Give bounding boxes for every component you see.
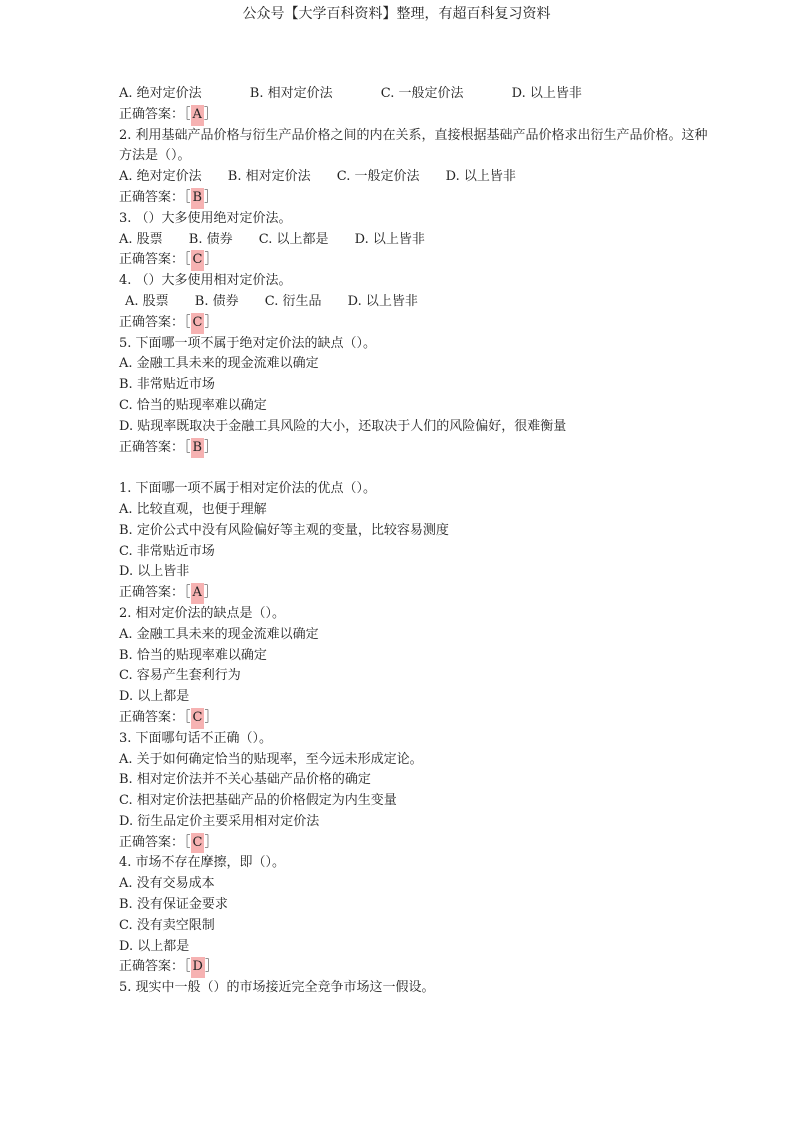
answer-label: 正确答案： [119, 585, 185, 601]
option-a: A. 没有交易成本 [119, 876, 215, 892]
answer-letter: A [191, 583, 204, 604]
option-a: A. 绝对定价法 [119, 86, 202, 101]
question-text: 2. 利用基础产品价格与衍生产品价格之间的内在关系，直接根据基础产品价格求出衍生产品价格。这种方法是（）。 [119, 127, 708, 164]
option-b: B. 相对定价法 [227, 169, 311, 185]
option-b: B. 相对定价法 [249, 86, 333, 101]
option-d: D. 以上皆非 [347, 293, 418, 309]
option-c: C. 没有卖空限制 [119, 917, 215, 933]
question-text: 3. （）大多使用绝对定价法。 [119, 210, 292, 226]
option-b: B. 非常贴近市场 [119, 377, 215, 393]
option-c: C. 一般定价法 [380, 86, 464, 101]
option-a: A. 绝对定价法 [119, 169, 202, 185]
option-d: D. 以上都是 [119, 938, 190, 954]
option-c: C. 一般定价法 [336, 169, 420, 185]
option-c: C. 相对定价法把基础产品的价格假定为内生变量 [119, 793, 397, 809]
option-d: D. 贴现率既取决于金融工具风险的大小，还取决于人们的风险偏好，很难衡量 [119, 418, 567, 434]
answer-label: 正确答案： [119, 189, 185, 205]
answer-label: 正确答案： [119, 106, 185, 122]
page-header: 公众号【大学百科资料】整理，有超百科复习资料 [242, 6, 551, 22]
answer-line: 正确答案：［ D ］ [119, 957, 719, 978]
answer-label: 正确答案： [119, 314, 185, 330]
answer-line: 正确答案：［ A ］ [119, 105, 719, 126]
question-options [119, 230, 719, 251]
answer-line: 正确答案：［ C ］ [119, 250, 719, 271]
answer-label: 正确答案： [119, 959, 185, 975]
answer-letter: A [191, 105, 204, 126]
option-b: B. 恰当的贴现率难以确定 [119, 647, 267, 663]
question-text: 4. 市场不存在摩擦，即（）。 [119, 855, 286, 871]
option-d: D. 以上皆非 [354, 231, 425, 247]
answer-letter: D [191, 957, 205, 978]
option-d: D. 以上皆非 [445, 169, 516, 185]
option-a: A. 股票 [125, 293, 169, 309]
option-d: D. 以上皆非 [119, 564, 190, 580]
answer-line: 正确答案：［ B ］ [119, 188, 719, 209]
option-c: C. 恰当的贴现率难以确定 [119, 397, 267, 413]
option-a: A. 金融工具未来的现金流难以确定 [119, 626, 319, 642]
question-text: 4. （）大多使用相对定价法。 [119, 273, 292, 289]
option-d: D. 以上皆非 [511, 86, 582, 101]
answer-line: 正确答案：［ B ］ [119, 438, 719, 459]
option-b: B. 没有保证金要求 [119, 897, 228, 913]
answer-letter: B [191, 438, 205, 459]
option-d: D. 衍生品定价主要采用相对定价法 [119, 813, 320, 829]
answer-label: 正确答案： [119, 252, 185, 268]
question-text: 2. 相对定价法的缺点是（）。 [119, 605, 286, 621]
option-a: A. 关于如何确定恰当的贴现率，至今远未形成定论。 [119, 751, 423, 767]
answer-letter: C [191, 708, 205, 729]
question-text: 5. 下面哪一项不属于绝对定价法的缺点（）。 [119, 335, 377, 351]
option-b: B. 相对定价法并不关心基础产品价格的确定 [119, 772, 371, 788]
option-a: A. 比较直观，也便于理解 [119, 501, 267, 517]
question-options [119, 292, 719, 313]
option-a: A. 股票 [119, 231, 163, 247]
question-text: 5. 现实中一般（）的市场接近完全竞争市场这一假设。 [119, 980, 435, 996]
answer-letter: C [191, 250, 205, 271]
document-body [119, 84, 719, 999]
question-options [119, 167, 719, 188]
option-c: C. 衍生品 [264, 293, 322, 309]
option-d: D. 以上都是 [119, 689, 190, 705]
answer-label: 正确答案： [119, 439, 185, 455]
answer-letter: C [191, 313, 205, 334]
question-options [119, 84, 719, 105]
option-c: C. 非常贴近市场 [119, 543, 215, 559]
answer-line: 正确答案：［ C ］ [119, 708, 719, 729]
option-c: C. 以上都是 [258, 231, 329, 247]
option-b: B. 债券 [188, 231, 233, 247]
answer-line: 正确答案：［ C ］ [119, 313, 719, 334]
answer-letter: C [191, 833, 205, 854]
section-gap [119, 458, 719, 479]
answer-line: 正确答案：［ C ］ [119, 833, 719, 854]
option-c: C. 容易产生套利行为 [119, 668, 241, 684]
option-b: B. 定价公式中没有风险偏好等主观的变量，比较容易测度 [119, 522, 449, 538]
option-b: B. 债券 [194, 293, 239, 309]
option-a: A. 金融工具未来的现金流难以确定 [119, 356, 319, 372]
question-text: 3. 下面哪句话不正确（）。 [119, 730, 273, 746]
answer-letter: B [191, 188, 205, 209]
question-text: 1. 下面哪一项不属于相对定价法的优点（）。 [119, 481, 377, 497]
answer-label: 正确答案： [119, 834, 185, 850]
answer-label: 正确答案： [119, 709, 185, 725]
answer-line: 正确答案：［ A ］ [119, 583, 719, 604]
